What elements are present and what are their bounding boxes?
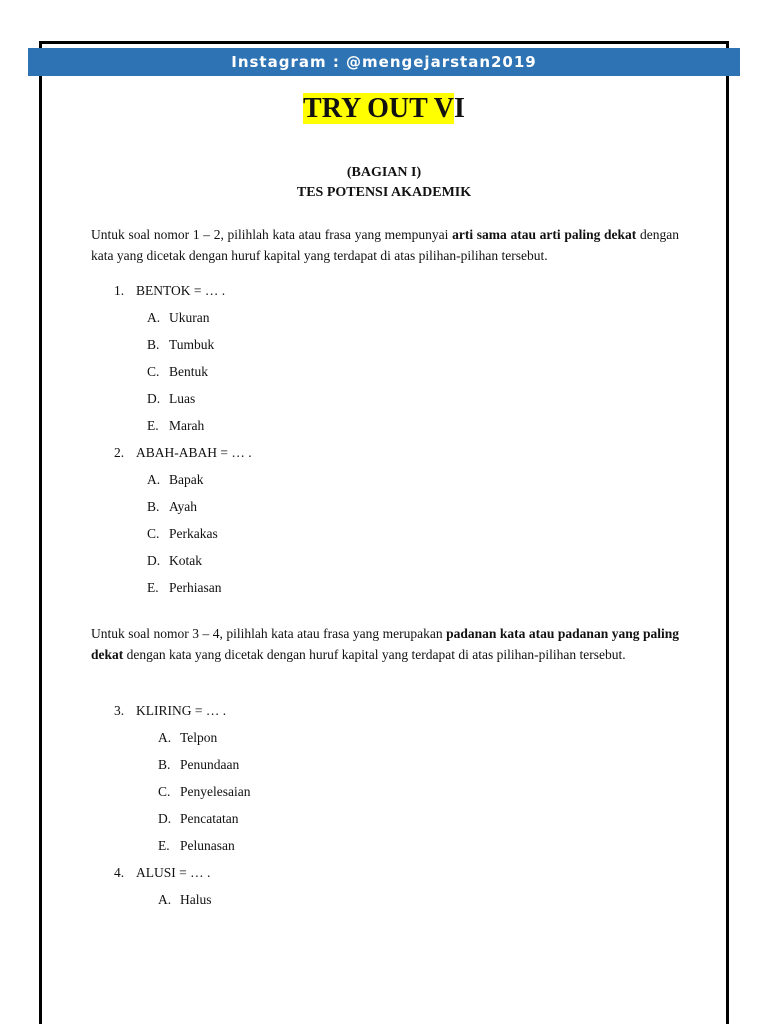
question-number: 4. <box>114 865 125 880</box>
question-text: KLIRING = … . <box>136 703 227 718</box>
question-3 <box>114 702 226 720</box>
title-rest: I <box>454 93 465 124</box>
section-heading <box>0 163 768 203</box>
section-name: TES POTENSI AKADEMIK <box>296 185 472 200</box>
option-3c[interactable] <box>158 783 250 801</box>
option-2b[interactable] <box>147 498 197 516</box>
option-letter: D. <box>147 553 161 568</box>
option-2e[interactable] <box>147 579 221 597</box>
option-1b[interactable] <box>147 336 214 354</box>
option-3e[interactable] <box>158 837 235 855</box>
option-text: Bentuk <box>169 364 208 379</box>
option-letter: E. <box>147 580 159 595</box>
option-letter: C. <box>147 364 160 379</box>
instruction-1 <box>91 224 679 266</box>
option-text: Ukuran <box>169 310 210 325</box>
instruction-1-pre: Untuk soal nomor 1 – 2, pilihlah kata atau frasa yang mempunyai <box>91 227 453 242</box>
option-text: Luas <box>169 391 196 406</box>
option-text: Ayah <box>169 499 198 514</box>
option-3d[interactable] <box>158 810 238 828</box>
option-text: Tumbuk <box>169 337 215 352</box>
option-letter: B. <box>158 757 171 772</box>
option-2d[interactable] <box>147 552 202 570</box>
instruction-2-post: dengan kata yang dicetak dengan huruf kapital yang terdapat di atas pilihan-pilihan tersebut. <box>123 647 626 662</box>
title-highlighted: TRY OUT V <box>303 93 455 124</box>
question-number: 1. <box>114 283 125 298</box>
option-text: Penundaan <box>180 757 240 772</box>
question-2 <box>114 444 252 462</box>
option-3a[interactable] <box>158 729 217 747</box>
option-1c[interactable] <box>147 363 208 381</box>
option-2c[interactable] <box>147 525 218 543</box>
option-text: Telpon <box>180 730 218 745</box>
section-part: (BAGIAN I) <box>346 165 422 180</box>
option-letter: A. <box>158 892 172 907</box>
option-letter: D. <box>147 391 161 406</box>
option-letter: A. <box>147 310 161 325</box>
question-number: 3. <box>114 703 125 718</box>
question-number: 2. <box>114 445 125 460</box>
option-text: Bapak <box>169 472 204 487</box>
option-text: Pencatatan <box>180 811 239 826</box>
option-text: Halus <box>180 892 212 907</box>
question-text: ALUSI = … . <box>136 865 211 880</box>
option-1a[interactable] <box>147 309 210 327</box>
instruction-2-pre: Untuk soal nomor 3 – 4, pilihlah kata atau frasa yang merupakan <box>91 626 447 641</box>
option-text: Perhiasan <box>169 580 222 595</box>
option-text: Kotak <box>169 553 202 568</box>
question-text: ABAH-ABAH = … . <box>136 445 252 460</box>
option-letter: A. <box>147 472 161 487</box>
instruction-1-bold: arti sama atau arti paling dekat <box>452 227 637 242</box>
option-text: Marah <box>169 418 205 433</box>
option-text: Penyelesaian <box>180 784 251 799</box>
option-2a[interactable] <box>147 471 204 489</box>
instruction-1-post: dengan kata yang dicetak dengan huruf kapital yang terdapat di atas pilihan-pilihan tersebut. <box>91 227 679 263</box>
page-title <box>303 93 465 124</box>
option-letter: E. <box>147 418 159 433</box>
option-letter: E. <box>158 838 170 853</box>
instruction-2 <box>91 623 679 665</box>
option-letter: D. <box>158 811 172 826</box>
option-3b[interactable] <box>158 756 239 774</box>
option-text: Perkakas <box>169 526 218 541</box>
question-1 <box>114 282 225 300</box>
question-4 <box>114 864 210 882</box>
option-letter: B. <box>147 337 160 352</box>
option-text: Pelunasan <box>180 838 235 853</box>
title-container <box>0 92 768 126</box>
question-text: BENTOK = … . <box>136 283 226 298</box>
option-1e[interactable] <box>147 417 204 435</box>
option-1d[interactable] <box>147 390 195 408</box>
option-letter: C. <box>147 526 160 541</box>
instruction-2-bold: padanan kata atau padanan yang paling dekat <box>91 626 679 662</box>
option-letter: B. <box>147 499 160 514</box>
option-letter: A. <box>158 730 172 745</box>
option-4a[interactable] <box>158 891 212 909</box>
option-letter: C. <box>158 784 171 799</box>
instagram-banner: Instagram : @mengejarstan2019 <box>28 48 740 76</box>
